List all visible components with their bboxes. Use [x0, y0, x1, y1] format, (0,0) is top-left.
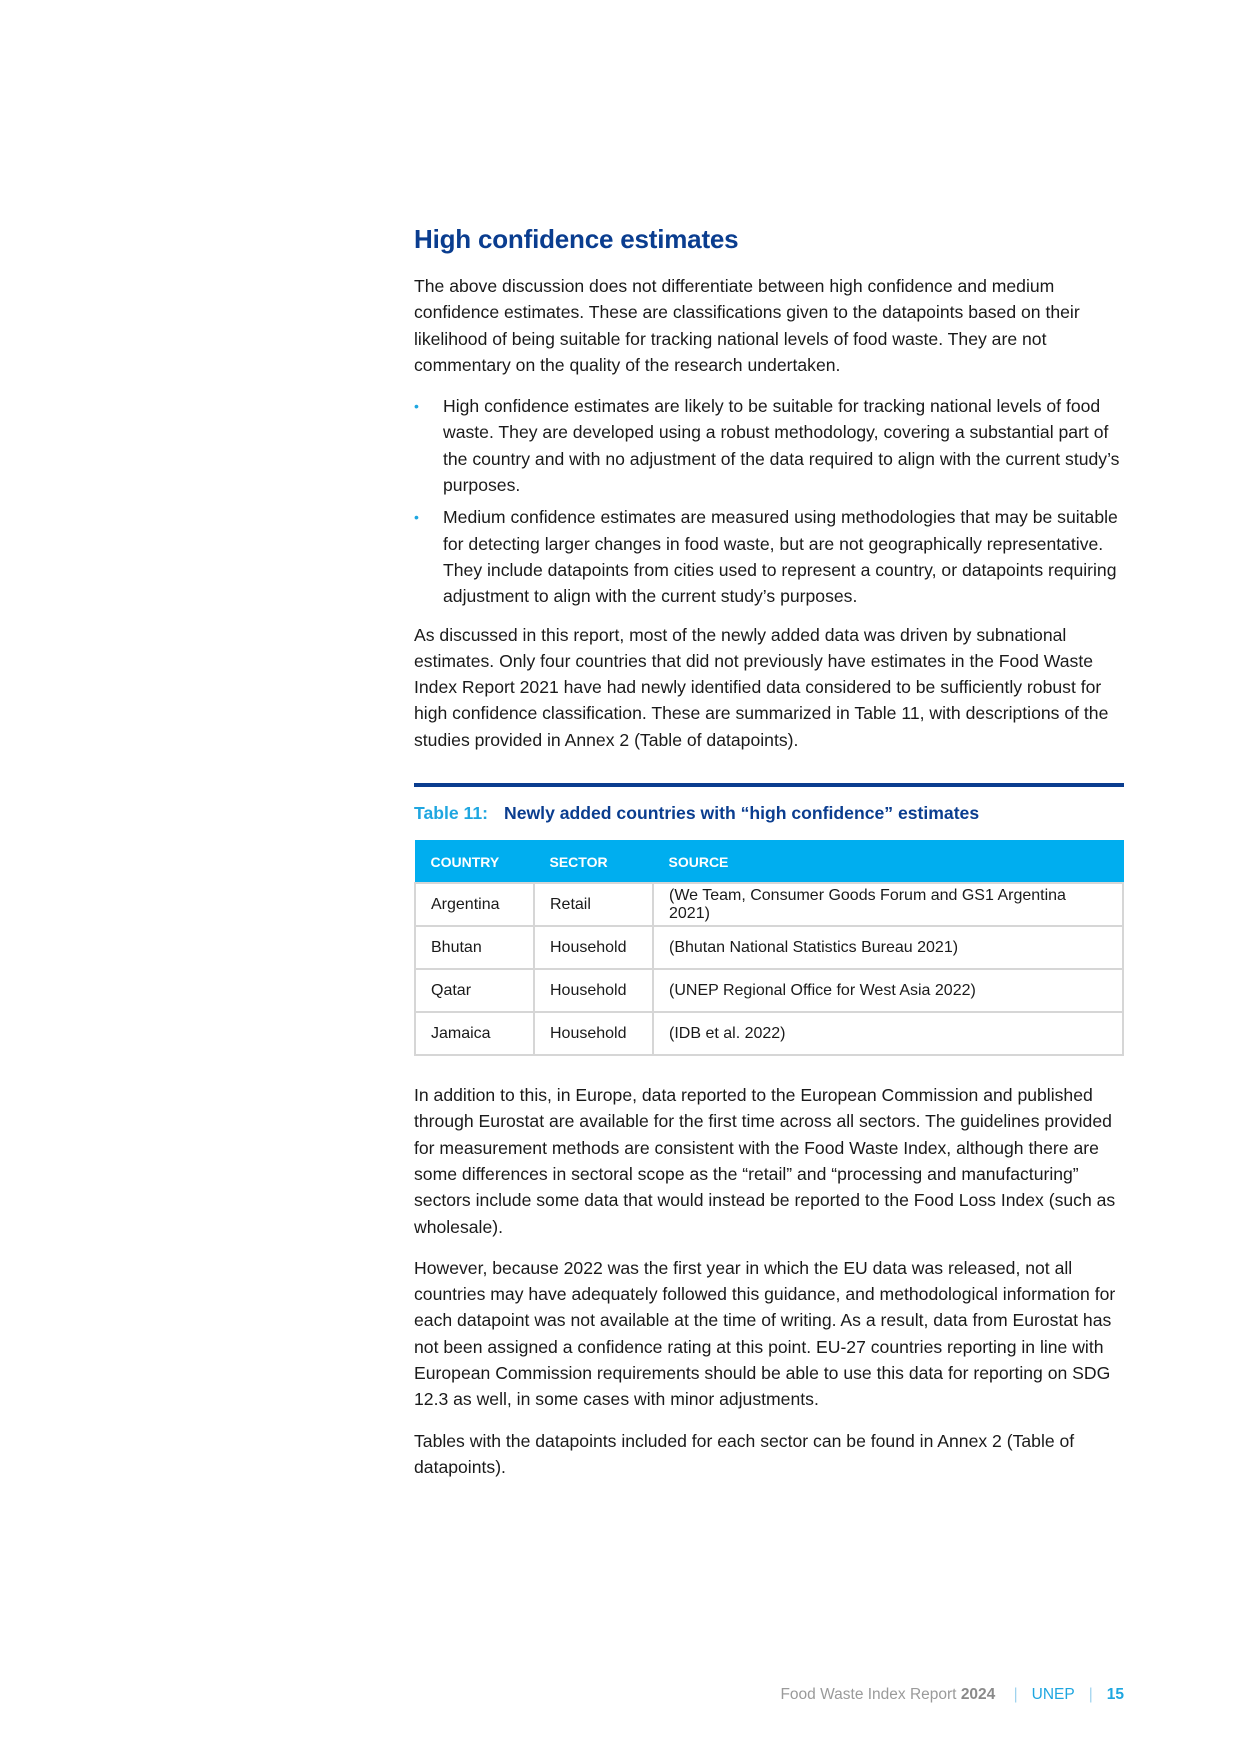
- however-paragraph: However, because 2022 was the first year in which the EU data was released, not all countries may have adequately followed this guidance, and methodological information for each datapoint was not available at the time of writing. As a result, data from Eurostat has not been assigned a confidence rating at this point. EU-27 countries reporting in line with European Commission requirements should be able to use this data for reporting on SDG 12.3 as well, in some cases with minor adjustments.: [414, 1257, 1116, 1410]
- table-row: [415, 883, 1123, 926]
- confidence-bullet-list: [414, 393, 1124, 609]
- page-footer: [780, 1686, 1124, 1704]
- bullet-icon: •: [414, 509, 419, 526]
- high-confidence-table: [414, 840, 1124, 1056]
- header-country: COUNTRY: [415, 841, 534, 884]
- bullet-icon: •: [414, 398, 419, 415]
- cell-source: (IDB et al. 2022): [653, 1012, 1123, 1055]
- header-sector: SECTOR: [534, 841, 653, 884]
- table-row: [415, 969, 1123, 1012]
- list-item: [414, 393, 1124, 498]
- cell-sector: Household: [534, 969, 653, 1012]
- europe-paragraph: In addition to this, in Europe, data reported to the European Commission and published through Eurostat are available for the first time across all sectors. The guidelines provided for measurement methods are consistent with the Food Waste Index, although there are some differences in sectoral scope as the “retail” and “processing and manufacturing” sectors include some data that would instead be reported to the Food Loss Index (such as wholesale).: [414, 1085, 1116, 1237]
- footer-separator: |: [1088, 1686, 1093, 1703]
- bullet-text: Medium confidence estimates are measured using methodologies that may be suitable for detecting larger changes in food waste, but are not geographically representative. They include datapoints from cities used to represent a country, or datapoints requiring adjustment to align with the current study’s purposes.: [443, 507, 1118, 607]
- table-caption-number: Table 11:: [414, 803, 488, 824]
- footer-year: 2024: [960, 1686, 996, 1703]
- cell-country: Bhutan: [415, 926, 534, 969]
- cell-source: (UNEP Regional Office for West Asia 2022): [653, 969, 1123, 1012]
- table-11-block: [414, 783, 1124, 1056]
- cell-country: Qatar: [415, 969, 534, 1012]
- page-number: 15: [1106, 1686, 1124, 1703]
- cell-country: Argentina: [415, 883, 534, 926]
- footer-report-title: Food Waste Index Report: [780, 1686, 957, 1703]
- table-top-rule: [414, 783, 1124, 787]
- section-heading: High confidence estimates: [414, 224, 739, 254]
- footer-org: UNEP: [1031, 1686, 1075, 1703]
- cell-sector: Retail: [534, 883, 653, 926]
- cell-country: Jamaica: [415, 1012, 534, 1055]
- table-row: [415, 1012, 1123, 1055]
- subnational-paragraph: As discussed in this report, most of the newly added data was driven by subnational estimates. Only four countries that did not previously have estimates in the Food Waste Index Report 2021 have had newly identified data considered to be sufficiently robust for high confidence classification. These are summarized in Table 11, with descriptions of the studies provided in Annex 2 (Table of datapoints).: [414, 624, 1109, 750]
- footer-separator: |: [1013, 1686, 1018, 1703]
- cell-sector: Household: [534, 1012, 653, 1055]
- table-caption: [414, 803, 1124, 824]
- list-item: [414, 504, 1124, 609]
- header-source: SOURCE: [653, 841, 1123, 884]
- table-row: [415, 926, 1123, 969]
- cell-sector: Household: [534, 926, 653, 969]
- bullet-text: High confidence estimates are likely to be suitable for tracking national levels of food waste. They are developed using a robust methodology, covering a substantial part of the country and with no adjustment of the data required to align with the current study’s purposes.: [443, 396, 1120, 496]
- cell-source: (We Team, Consumer Goods Forum and GS1 Argentina 2021): [653, 883, 1123, 926]
- cell-source: (Bhutan National Statistics Bureau 2021): [653, 926, 1123, 969]
- page-content: [414, 224, 1124, 1495]
- intro-paragraph: The above discussion does not differentiate between high confidence and medium confidence estimates. These are classifications given to the datapoints based on their likelihood of being suitable for tracking national levels of food waste. They are not commentary on the quality of the research undertaken.: [414, 276, 1080, 375]
- annex-paragraph: Tables with the datapoints included for each sector can be found in Annex 2 (Table of datapoints).: [414, 1430, 1075, 1477]
- table-caption-title: Newly added countries with “high confidence” estimates: [504, 803, 980, 824]
- table-header-row: [415, 841, 1123, 884]
